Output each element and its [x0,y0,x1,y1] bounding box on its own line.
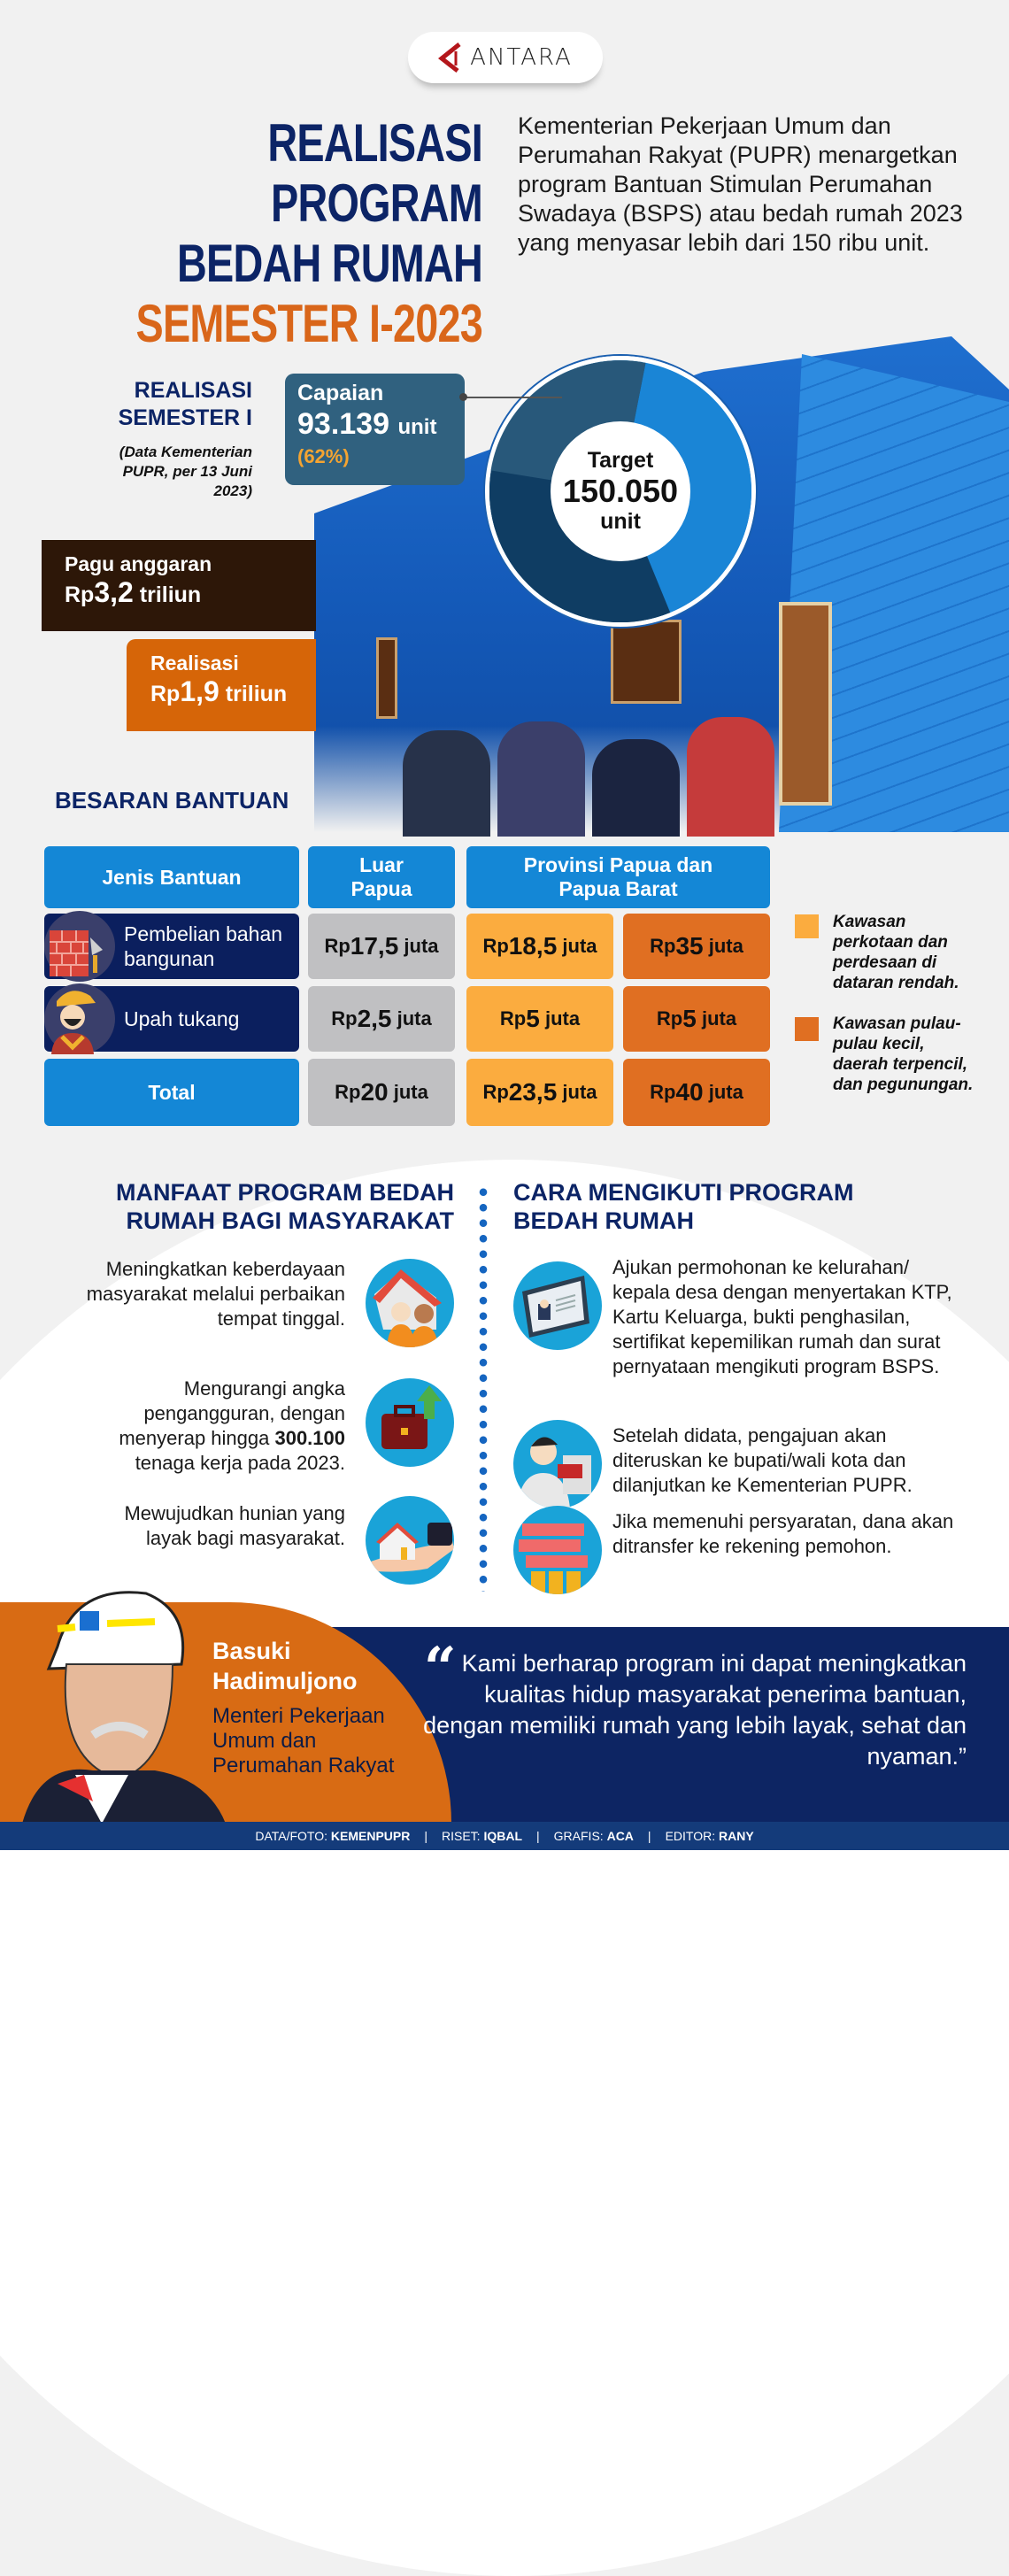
benefit-3: Mewujudkan hunian yang layak bagi masyarakat. [124,1502,345,1549]
realisasi-heading [119,377,252,432]
currency: Rp [335,1081,361,1103]
cell-luar-papua [308,914,455,979]
benefit-2 [62,1377,345,1476]
amount: 20 [360,1078,389,1106]
unit: triliun [139,582,202,607]
legend-swatch-lowland [795,914,819,938]
besaran-title: BESARAN BANTUAN [55,787,289,814]
minister-name-line: Basuki [212,1638,291,1664]
capaian-number: 93.139 [297,407,389,441]
credits-footer [0,1822,1009,1850]
target-title: Target [587,448,654,473]
cell-luar-papua [308,986,455,1052]
step-2: Setelah didata, pengajuan akan diteruskan ke bupati/wali kota dan dilanjutkan ke Kementerian PUPR. [612,1424,913,1496]
family-house-icon [366,1259,454,1347]
unit: juta [393,1081,428,1103]
target-value: 150.050 [562,473,679,509]
minister-role-line: Menteri Pekerjaan [212,1704,385,1728]
currency: Rp [65,582,95,607]
realisasi-value [150,675,316,708]
minister-role-line: Umum dan [212,1729,317,1753]
manfaat-title-line: RUMAH BAGI MASYARAKAT [126,1207,454,1234]
legend-text-lowland: Kawasan perkotaan dan perdesaan di dataran rendah. [833,913,959,992]
unit: juta [562,935,597,957]
cell-papua-lowland [466,914,613,979]
amount: 5 [526,1005,540,1032]
note-line: PUPR, per 13 Juni [122,463,252,480]
capaian-percent: (62%) [297,445,350,467]
cell-papua-lowland [466,986,613,1052]
cell-papua-lowland-total [466,1059,613,1126]
minister-illustration [22,1585,226,1824]
logo-text: ANTARA [470,44,573,71]
money-stack-icon [513,1506,602,1594]
people-photo [403,717,774,837]
cara-title-line: BEDAH RUMAH [513,1207,694,1234]
dotted-divider [479,1184,488,1592]
leader-line [465,397,562,398]
step-3: Jika memenuhi persyaratan, dana akan ditransfer ke rekening pemohon. [612,1510,954,1557]
pagu-anggaran-card [42,540,316,631]
amount: 5 [682,1005,697,1032]
amount: 3,2 [94,576,134,608]
pagu-value [65,576,316,609]
house-window [611,620,682,704]
cell-luar-papua-total [308,1059,455,1126]
id-card-tablet-icon [513,1261,602,1350]
leader-dot [459,393,467,401]
capaian-card [285,374,465,485]
credit-label: DATA/FOTO: [255,1829,327,1843]
row-label-total: Total [44,1059,299,1126]
antara-mark-icon [438,42,463,73]
currency: Rp [650,935,676,957]
person-document-icon [513,1420,602,1508]
benefit-highlight: 300.100 [274,1427,345,1449]
realisasi-heading-line: REALISASI [134,378,252,403]
minister-name-line: Hadimuljono [212,1668,358,1694]
unit: juta [544,1007,581,1030]
unit: juta [708,935,743,957]
currency: Rp [150,682,181,706]
credit-data [255,1829,410,1843]
realisasi-label: Realisasi [150,652,239,675]
note-line: 2023) [213,482,252,499]
benefit-1: Meningkatkan keberdayaan masyarakat melalui perbaikan tempat tinggal. [86,1258,345,1330]
data-source-note [119,443,252,501]
separator: | [536,1829,540,1843]
manfaat-title [116,1178,454,1235]
minister-quote [418,1635,967,1772]
title-line-1: REALISASI PROGRAM [267,113,482,233]
unit: juta [708,1081,743,1103]
separator: | [647,1829,651,1843]
header-jenis-bantuan: Jenis Bantuan [44,846,299,908]
cara-title [513,1178,854,1235]
title-line-2: BEDAH RUMAH [176,234,482,293]
unit: triliun [225,682,288,706]
currency: Rp [656,1007,683,1030]
capaian-unit: unit [397,415,437,439]
amount: 1,9 [180,675,220,707]
legend-text-remote: Kawasan pulau-pulau kecil, daerah terpencil, dan pegunungan. [833,1014,974,1094]
credit-value: RANY [718,1829,754,1843]
intro-paragraph: Kementerian Pekerjaan Umum dan Perumahan Rakyat (PUPR) menargetkan program Bantuan Stimulan Perumahan Swadaya (BSPS) atau bedah rumah 2023 yang menyasar lebih dari 150 ribu unit. [518,112,963,256]
credit-value: IQBAL [483,1829,523,1843]
amount: 40 [675,1078,704,1106]
amount: 35 [675,932,704,960]
antara-logo [408,32,603,83]
capaian-label: Capaian [297,381,384,405]
credit-riset [442,1829,522,1843]
worker-icon [44,983,115,1054]
credit-grafis [554,1829,634,1843]
minister-role [212,1704,394,1778]
benefit-text: Mengurangi angka pengangguran, dengan menyerap hingga [119,1377,345,1449]
step-1: Ajukan permohonan ke kelurahan/ kepala desa dengan menyertakan KTP, Kartu Keluarga, bukti penghasilan, sertifikat kepemilikan rumah dan surat pernyataan mengikuti program BSPS. [612,1256,952,1377]
manfaat-title-line: MANFAAT PROGRAM BEDAH [116,1179,454,1206]
row-label-upah-tukang: Upah tukang [44,986,299,1052]
note-line: (Data Kementerian [119,443,252,460]
cell-papua-remote [623,986,770,1052]
title-line-3: SEMESTER I-2023 [135,294,482,353]
row-label-bahan-bangunan: Pembelian bahan bangunan [44,914,299,979]
quote-text: Kami berharap program ini dapat meningkatkan kualitas hidup masyarakat penerima bantuan, dengan memiliki rumah yang lebih layak, sehat dan nyaman.” [423,1650,967,1770]
unit: juta [562,1081,597,1103]
house-in-hand-icon [366,1496,454,1585]
currency: Rp [482,935,509,957]
cell-papua-remote-total [623,1059,770,1126]
credit-value: ACA [606,1829,634,1843]
briefcase-growth-icon [366,1378,454,1467]
header-luar-papua: Luar Papua [308,846,455,908]
minister-name [212,1636,358,1696]
brick-wall-icon [44,911,115,982]
amount: 17,5 [350,932,399,960]
amount: 18,5 [508,932,558,960]
currency: Rp [324,935,350,957]
currency: Rp [331,1007,358,1030]
amount: 2,5 [357,1005,392,1032]
house-door [779,602,832,806]
separator: | [424,1829,427,1843]
credit-editor [666,1829,754,1843]
quote-mark-icon: “ [423,1635,457,1701]
pagu-label: Pagu anggaran [65,552,212,575]
cell-papua-remote [623,914,770,979]
house-window [376,637,397,719]
amount: 23,5 [508,1078,558,1106]
unit: juta [397,1007,432,1030]
currency: Rp [650,1081,676,1103]
credit-value: KEMENPUPR [330,1829,411,1843]
cara-title-line: CARA MENGIKUTI PROGRAM [513,1179,854,1206]
benefit-text: tenaga kerja pada 2023. [135,1452,345,1474]
currency: Rp [499,1007,527,1030]
target-unit: unit [600,509,641,534]
minister-role-line: Perumahan Rakyat [212,1754,395,1778]
legend-swatch-remote [795,1017,819,1041]
unit: juta [404,935,439,957]
capaian-value [297,406,452,445]
credit-label: GRAFIS: [553,1829,604,1843]
page-title [106,113,482,354]
unit: juta [701,1007,737,1030]
credit-label: RISET: [442,1829,481,1843]
currency: Rp [482,1081,509,1103]
header-papua: Provinsi Papua dan Papua Barat [466,846,770,908]
realisasi-budget-card [127,639,316,731]
credit-label: EDITOR: [665,1829,716,1843]
realisasi-heading-line: SEMESTER I [118,405,252,430]
target-label [551,421,690,561]
